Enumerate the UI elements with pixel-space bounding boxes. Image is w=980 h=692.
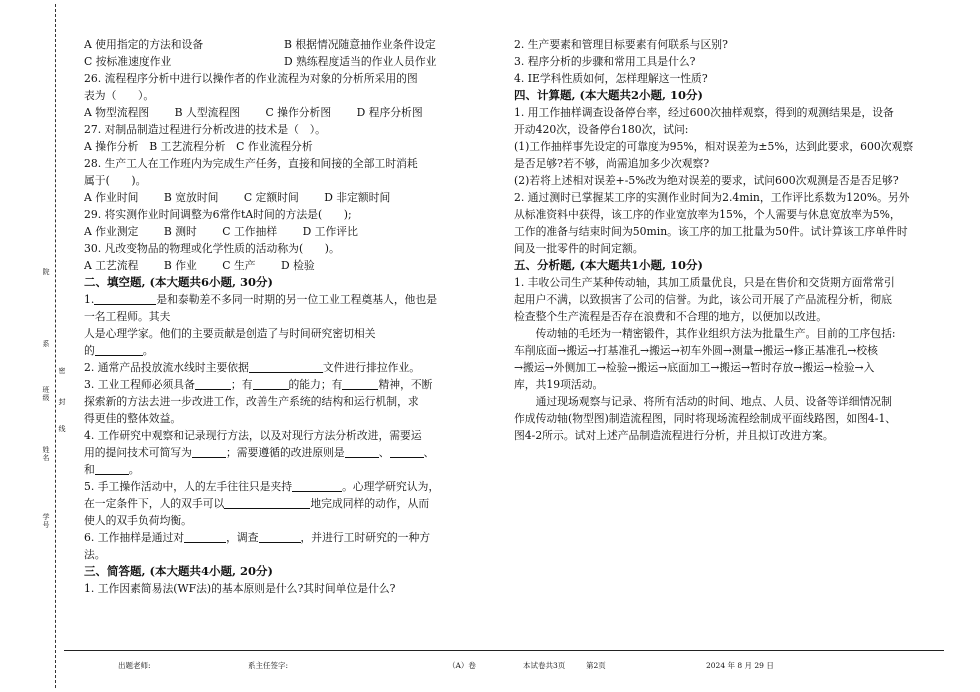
binding-label-mi: 密 — [58, 367, 66, 375]
fill-6-line-2: 法。 — [84, 548, 106, 561]
short-answer-4: 4. IE学科性质如何，怎样理解这一性质? — [514, 72, 708, 85]
fill-1-number: 1. — [84, 293, 95, 306]
footer-total-pages: 本试卷共3页 — [523, 661, 566, 670]
fill-6-line-1 — [84, 529, 468, 546]
fill-3-line-3: 得更佳的整体效益。 — [84, 412, 182, 425]
q26-option-b: B 人型流程图 — [174, 106, 241, 119]
binding-label-banji: 班级 — [42, 386, 50, 402]
footer-rule — [64, 650, 944, 651]
section-short-answer-heading: 三、简答题, (本大题共4小题, 20分) — [84, 564, 273, 578]
q27-question: 27. 对制品制造过程进行分析改进的技术是（ ）。 — [84, 123, 326, 136]
footer-paper: （A）卷 — [448, 661, 476, 670]
section-calculation-heading: 四、计算题, (本大题共2小题, 10分) — [514, 88, 703, 102]
left-column — [84, 36, 468, 597]
fill-5-line-1 — [84, 478, 468, 495]
q25-options-cd — [84, 53, 468, 70]
q28-option-a: A 作业时间 — [84, 191, 139, 204]
short-answer-1: 1. 工作因素简易法(WF法)的基本原则是什么?其时间单位是什么? — [84, 582, 396, 595]
fill-3-blank-1[interactable] — [195, 377, 231, 390]
q25-option-b: B 根据情况随意抽作业条件设定 — [284, 38, 436, 51]
section-analysis-heading: 五、分析题, (本大题共1小题, 10分) — [514, 258, 703, 272]
q30-option-c: C 生产 — [222, 259, 256, 272]
fill-6-text-c: ，并进行工时研究的一种方 — [300, 531, 431, 544]
analysis-line-3: 检查整个生产流程是否存在浪费和不合理的地方，以便加以改进。 — [514, 310, 828, 323]
analysis-line-6: →搬运→外侧加工→检验→搬运→底面加工→搬运→暂时存放→搬运→检验→入 — [514, 361, 875, 374]
analysis-line-2: 起用户不满，以致损害了公司的信誉。为此，该公司开展了产品流程分析，彻底 — [514, 293, 892, 306]
q28-option-d: D 非定额时间 — [324, 191, 391, 204]
analysis-line-10: 图4-2所示。试对上述产品制造流程进行分析，并且拟订改进方案。 — [514, 429, 834, 442]
fill-3-line-2: 探索新的方法去进一步改进工作，改善生产系统的结构和运行机制，求 — [84, 395, 419, 408]
analysis-line-9: 作成传动轴(物型图)制造流程图，同时将现场流程绘制成平面线路图，如图4-1、 — [514, 412, 897, 425]
fill-4-line-3 — [84, 461, 468, 478]
calc-1-line-2: 开动420次，设备停台180次，试问: — [514, 123, 689, 136]
q25-option-c: C 按标准速度作业 — [84, 55, 172, 68]
analysis-line-1: 1. 丰收公司生产某种传动轴，其加工质量优良，只是在售价和交货期方面常常引 — [514, 276, 895, 289]
fill-5-line-3: 使人的双手负荷均衡。 — [84, 514, 192, 527]
calc-1-line-1: 1. 用工作抽样调查设备停台率，经过600次抽样观察，得到的观测结果是，设备 — [514, 106, 894, 119]
fill-3-line-1 — [84, 376, 468, 393]
q30-option-a: A 工艺流程 — [84, 259, 139, 272]
footer-date: 2024 年 8 月 29 日 — [706, 661, 774, 670]
fill-4-line-2 — [84, 444, 468, 461]
fill-4-text-b: 用的提问技术可简写为 — [84, 446, 192, 459]
fill-1-text: 是和泰勒差不多同一时期的另一位工业工程奠基人，他也是 — [156, 293, 438, 306]
fill-3-text-a: 3. 工业工程师必须具备 — [84, 378, 195, 391]
fill-4-period: 。 — [128, 463, 140, 476]
fill-1-line-1 — [84, 291, 468, 308]
calc-1-line-5: (2)若将上述相对误差+-5%改为绝对误差的要求，试问600次观测是否是否足够? — [514, 174, 899, 187]
footer-teacher: 出题老师: — [118, 661, 151, 670]
q30-question: 30. 凡改变物品的物理或化学性质的活动称为( )。 — [84, 242, 340, 255]
short-answer-2: 2. 生产要素和管理目标要素有何联系与区别? — [514, 38, 728, 51]
fill-4-line-1: 4. 工作研究中观察和记录现行方法，以及对现行方法分析改进，需要运 — [84, 429, 422, 442]
fill-1-text-de: 的 — [84, 344, 95, 357]
q28-options — [84, 189, 468, 206]
q28-option-c: C 定额时间 — [243, 191, 299, 204]
fill-5-blank-1[interactable] — [292, 479, 342, 492]
q29-question: 29. 将实测作业时间调整为6常作tA时间的方法是( ); — [84, 208, 352, 221]
q29-option-b: B 测时 — [163, 225, 197, 238]
calc-1-line-4: 是否足够?若不够，尚需追加多少次观察? — [514, 157, 710, 170]
fill-1-line-2: 一名工程师。其夫 — [84, 310, 171, 323]
binding-label-xi: 系 — [42, 340, 50, 348]
q29-option-d: D 工作评比 — [302, 225, 358, 238]
q26-option-d: D 程序分析图 — [356, 106, 423, 119]
q27-options: A 操作分析 B 工艺流程分析 C 作业流程分析 — [84, 140, 313, 153]
calc-2-line-4: 间及一批零件的时间定额。 — [514, 242, 644, 255]
fill-5-text-a: 5. 手工操作活动中，人的左手往往只是夹持 — [84, 480, 293, 493]
q25-option-a: A 使用指定的方法和设备 — [84, 38, 204, 51]
fill-4-sep-2: 、 — [423, 446, 435, 459]
q25-options-ab — [84, 36, 468, 53]
section-fill-blank-heading: 二、填空题, (本大题共6小题, 30分) — [84, 275, 273, 289]
binding-label-yuan: 院 — [42, 268, 50, 276]
fill-4-blank-4[interactable] — [95, 462, 129, 475]
fill-4-blank-2[interactable] — [345, 445, 379, 458]
binding-label-feng: 封 — [58, 398, 66, 406]
fill-2-text: 2. 通常产品投放流水线时主要依据 — [84, 361, 249, 374]
fill-2-blank[interactable] — [249, 360, 323, 373]
fill-1-line-4 — [84, 342, 468, 359]
fill-4-sep-1: 、 — [378, 446, 390, 459]
calc-2-line-1: 2. 通过测时已掌握某工序的实测作业时间为2.4min，工作评比系数为120%。另外 — [514, 191, 910, 204]
calc-2-line-3: 工作的准备与结束时间为50min。该工序的加工批量为50件。试计算该工序单件时 — [514, 225, 908, 238]
binding-dashed-line — [55, 4, 56, 688]
analysis-line-5: 车削底面→搬运→打基准孔→搬运→初车外圆→测量→搬运→修正基准孔→校核 — [514, 344, 878, 357]
q29-options — [84, 223, 468, 240]
fill-6-text-a: 6. 工作抽样是通过对 — [84, 531, 185, 544]
q28-option-b: B 宽放时间 — [163, 191, 219, 204]
fill-5-text-b: 。心理学研究认为， — [342, 480, 440, 493]
fill-6-blank-1[interactable] — [184, 530, 226, 543]
right-column — [514, 36, 946, 444]
analysis-line-4: 传动轴的毛坯为一精密锻件，其作业组织方法为批量生产。目前的工序包括: — [535, 327, 896, 340]
binding-label-xian: 线 — [58, 425, 66, 433]
q26-options — [84, 104, 468, 121]
q28-line-1: 28. 生产工人在工作班内为完成生产任务，直接和间接的全部工时消耗 — [84, 157, 418, 170]
q28-line-2: 属于( )。 — [84, 174, 147, 187]
fill-3-blank-2[interactable] — [253, 377, 289, 390]
fill-1-line-3: 人是心理学家。他们的主要贡献是创造了与时间研究密切相关 — [84, 327, 376, 340]
q26-line-2: 表为（ ）。 — [84, 89, 155, 102]
fill-5-line-2 — [84, 495, 468, 512]
fill-3-text-c: 的能力；有 — [288, 378, 343, 391]
q30-option-d: D 检验 — [281, 259, 315, 272]
calc-1-line-3: (1)工作抽样事先设定的可靠度为95%，相对误差为±5%，达到此要求，600次观察 — [514, 140, 914, 153]
analysis-line-8: 通过现场观察与记录、将所有活动的时间、地点、人员、设备等详细情况制 — [535, 395, 892, 408]
q26-line-1: 26. 流程程序分析中进行以操作者的作业流程为对象的分析所采用的图 — [84, 72, 418, 85]
q29-option-a: A 作业测定 — [84, 225, 139, 238]
q30-options — [84, 257, 468, 274]
footer-page: 第2页 — [586, 661, 606, 670]
fill-4-blank-1[interactable] — [192, 445, 226, 458]
analysis-line-7: 库，共19项活动。 — [514, 378, 604, 391]
fill-5-blank-2[interactable] — [224, 496, 310, 509]
fill-1-blank-2[interactable] — [95, 343, 143, 356]
fill-6-text-b: ，调查 — [226, 531, 259, 544]
q25-option-d: D 熟练程度适当的作业人员作业 — [284, 55, 437, 68]
fill-3-text-b: ；有 — [230, 378, 253, 391]
short-answer-3: 3. 程序分析的步骤和常用工具是什么? — [514, 55, 696, 68]
fill-4-text-c: ；需要遵循的改进原则是 — [225, 446, 345, 459]
fill-4-blank-3[interactable] — [390, 445, 424, 458]
fill-6-blank-2[interactable] — [259, 530, 301, 543]
fill-5-text-d: 地完成同样的动作，从而 — [310, 497, 430, 510]
fill-1-blank-1[interactable] — [94, 292, 156, 305]
q26-option-c: C 操作分析图 — [265, 106, 332, 119]
fill-2 — [84, 359, 468, 376]
footer-director: 系主任签字: — [248, 661, 289, 670]
calc-2-line-2: 从标准资料中获得，该工序的作业宽放率为15%，个人需要与休息宽放率为5%， — [514, 208, 901, 221]
q29-option-c: C 工作抽样 — [222, 225, 278, 238]
fill-2-text-end: 文件进行排拉作业。 — [322, 361, 421, 374]
fill-3-blank-3[interactable] — [342, 377, 378, 390]
binding-label-xingming: 姓名 — [42, 446, 50, 462]
binding-label-xuehao: 学号 — [42, 513, 50, 529]
fill-3-text-d: 精神，不断 — [378, 378, 433, 391]
q30-option-b: B 作业 — [163, 259, 197, 272]
fill-4-text-he: 和 — [84, 463, 95, 476]
fill-1-period: 。 — [142, 344, 154, 357]
q26-option-a: A 物型流程图 — [84, 106, 150, 119]
fill-5-text-c: 在一定条件下，人的双手可以 — [84, 497, 225, 510]
